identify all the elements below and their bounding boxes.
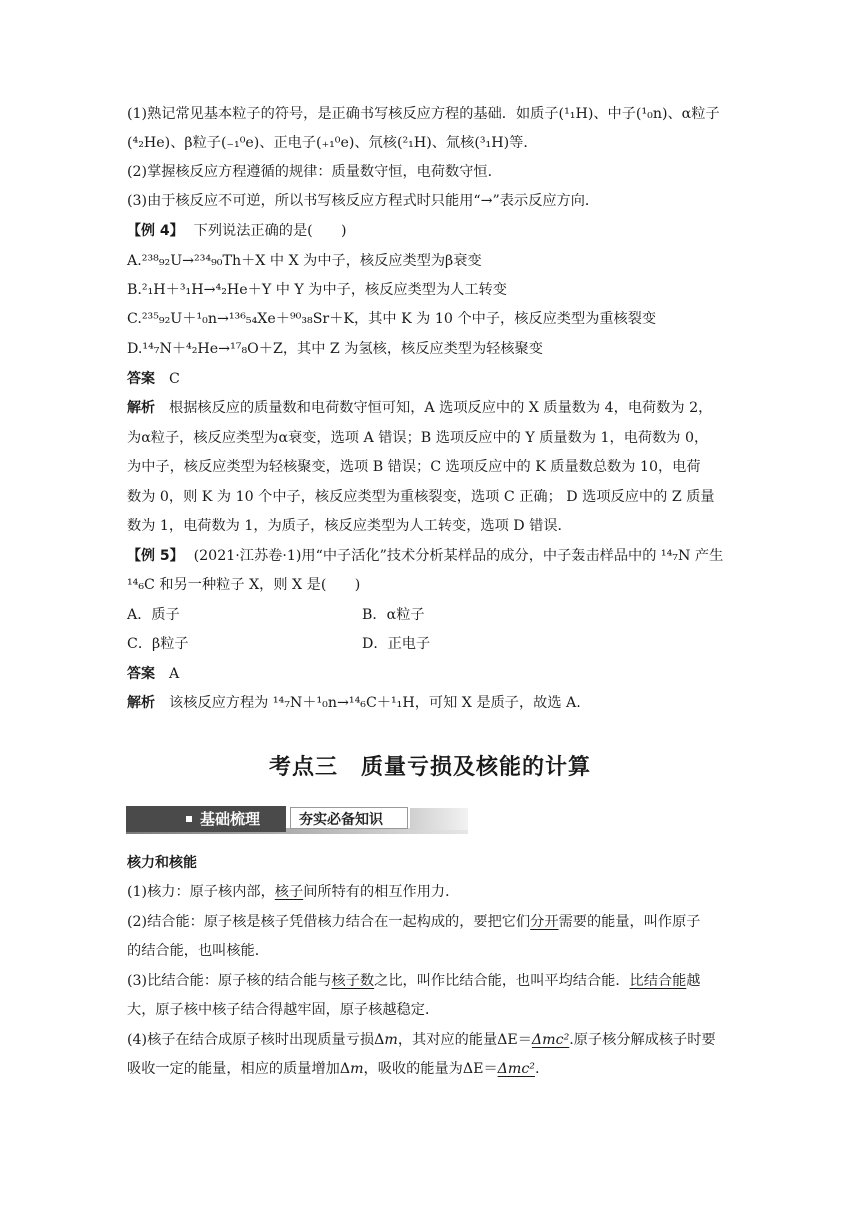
text: (1)核力：原子核内部， (127, 884, 275, 900)
example-4-analysis-line-4: 数为 0，则 K 为 10 个中子，核反应类型为重核裂变，选项 C 正确； D 选项反应中的 Z 质量 (127, 489, 715, 505)
intro-line-4: (3)由于核反应不可逆，所以书写核反应方程式时只能用“→”表示反应方向． (127, 193, 600, 209)
banner-right-box (290, 807, 408, 829)
answer-label: 答案 (127, 666, 155, 682)
example-5-option-c: C．β粒子 (127, 636, 189, 652)
blank-answer: 分开 (530, 914, 559, 930)
math-var: m (350, 1061, 364, 1077)
text: 之比，叫作比结合能，也叫平均结合能． (374, 973, 630, 989)
knowledge-p2-line-2: 的结合能，也叫核能． (127, 943, 269, 959)
example-4-option-c: C.²³⁵₉₂U＋¹₀n→¹³⁶₅₄Xe＋⁹⁰₃₈Sr＋K，其中 K 为 10 个中子，核反应类型为重核裂变 (127, 311, 657, 327)
answer-label: 答案 (127, 371, 155, 387)
analysis-label: 解析 (127, 400, 155, 416)
example-4-tag: 【例 4】 (127, 223, 184, 239)
section-banner (126, 806, 468, 832)
intro-line-3: (2)掌握核反应方程遵循的规律：质量数守恒，电荷数守恒． (127, 164, 502, 180)
example-5-option-d: D．正电子 (362, 636, 431, 652)
example-5-option-b: B．α粒子 (362, 607, 425, 623)
example-4-option-d: D.¹⁴₇N＋⁴₂He→¹⁷₈O＋Z，其中 Z 为氢核，核反应类型为轻核聚变 (127, 341, 543, 357)
text: 吸收一定的能量，相应的质量增加Δ (127, 1061, 351, 1077)
intro-line-2: (⁴₂He)、β粒子(₋₁⁰e)、正电子(₊₁⁰e)、氘核(²₁H)、氚核(³₁H)等． (127, 135, 538, 151)
example-5-options-row-2 (127, 633, 727, 655)
text: 需要的能量，叫作原子 (558, 914, 701, 930)
text: . (534, 1061, 540, 1077)
text: .原子核分解成核子时要 (569, 1032, 716, 1048)
blank-answer: 核子 (274, 884, 304, 900)
blank-answer: Δmc² (531, 1032, 570, 1048)
example-4-question (127, 220, 347, 242)
knowledge-p3-line-2: 大，原子核中核子结合得越牢固，原子核越稳定． (127, 1002, 440, 1018)
example-4-question-text: 下列说法正确的是( ) (193, 223, 347, 239)
example-5-options-row-1 (127, 604, 727, 626)
section-title: 考点三 质量亏损及核能的计算 (268, 755, 591, 780)
example-4-analysis-line-5: 数为 1，电荷数为 1，为质子，核反应类型为人工转变，选项 D 错误． (127, 518, 572, 534)
text: (4)核子在结合成原子核时出现质量亏损Δ (127, 1032, 385, 1048)
math-var: m (384, 1032, 398, 1048)
example-5-tag: 【例 5】 (127, 548, 184, 564)
text: ，吸收的能量为ΔE＝ (363, 1061, 498, 1077)
example-4-option-a: A.²³⁸₉₂U→²³⁴₉₀Th＋X 中 X 为中子，核反应类型为β衰变 (127, 253, 482, 269)
example-5-question-text: (2021·江苏卷·1)用“中子活化”技术分析某样品的成分，中子轰击样品中的 ¹⁴₇N 产生 (193, 548, 724, 564)
example-5-option-a: A．质子 (127, 607, 180, 623)
answer-value: A (169, 666, 180, 682)
banner-tail (410, 808, 468, 830)
text: 间所特有的相互作用力． (303, 884, 460, 900)
blank-answer: Δmc² (497, 1061, 535, 1077)
analysis-text: 该核反应方程为 ¹⁴₇N＋¹₀n→¹⁴₆C＋¹₁H，可知 X 是质子，故选 A. (169, 695, 581, 711)
example-5-question-line-1 (127, 545, 723, 567)
intro-line-1: (1)熟记常见基本粒子的符号，是正确书写核反应方程的基础．如质子(¹₁H)、中子(¹₀n)、α粒子 (127, 106, 720, 122)
text: (2)结合能：原子核是核子凭借核力结合在一起构成的，要把它们 (127, 914, 531, 930)
example-4-answer (127, 368, 180, 390)
example-5-analysis (127, 692, 581, 714)
knowledge-p1 (127, 881, 459, 903)
example-4-option-b: B.²₁H＋³₁H→⁴₂He＋Y 中 Y 为中子，核反应类型为人工转变 (127, 282, 507, 298)
banner-right-label: 夯实必备知识 (299, 812, 383, 828)
text: 越 (686, 973, 701, 989)
knowledge-p4-line-2 (127, 1058, 540, 1080)
example-5-question-line-2: ¹⁴₆C 和另一种粒子 X，则 X 是( ) (127, 577, 361, 593)
knowledge-p3-line-1 (127, 970, 700, 992)
text: ，其对应的能量ΔE＝ (397, 1032, 532, 1048)
knowledge-p2-line-1 (127, 911, 700, 933)
example-4-analysis-line-3: 为中子，核反应类型为轻核聚变，选项 B 错误；C 选项反应中的 K 质量数总数为 10，电荷 (127, 459, 701, 475)
square-bullet-icon (186, 816, 192, 822)
analysis-label: 解析 (127, 695, 155, 711)
knowledge-p4-line-1 (127, 1029, 716, 1051)
blank-answer: 比结合能 (629, 973, 687, 989)
analysis-text: 根据核反应的质量数和电荷数守恒可知，A 选项反应中的 X 质量数为 4，电荷数为 2， (169, 400, 713, 416)
example-4-analysis-line-1 (127, 397, 712, 419)
answer-value: C (169, 371, 180, 387)
knowledge-heading: 核力和核能 (127, 855, 197, 871)
example-5-answer (127, 663, 179, 685)
example-4-analysis-line-2: 为α粒子，核反应类型为α衰变，选项 A 错误；B 选项反应中的 Y 质量数为 1，电荷数为 0， (127, 430, 709, 446)
blank-answer: 核子数 (331, 973, 375, 989)
text: (3)比结合能：原子核的结合能与 (127, 973, 332, 989)
banner-left-label: 基础梳理 (200, 810, 261, 828)
